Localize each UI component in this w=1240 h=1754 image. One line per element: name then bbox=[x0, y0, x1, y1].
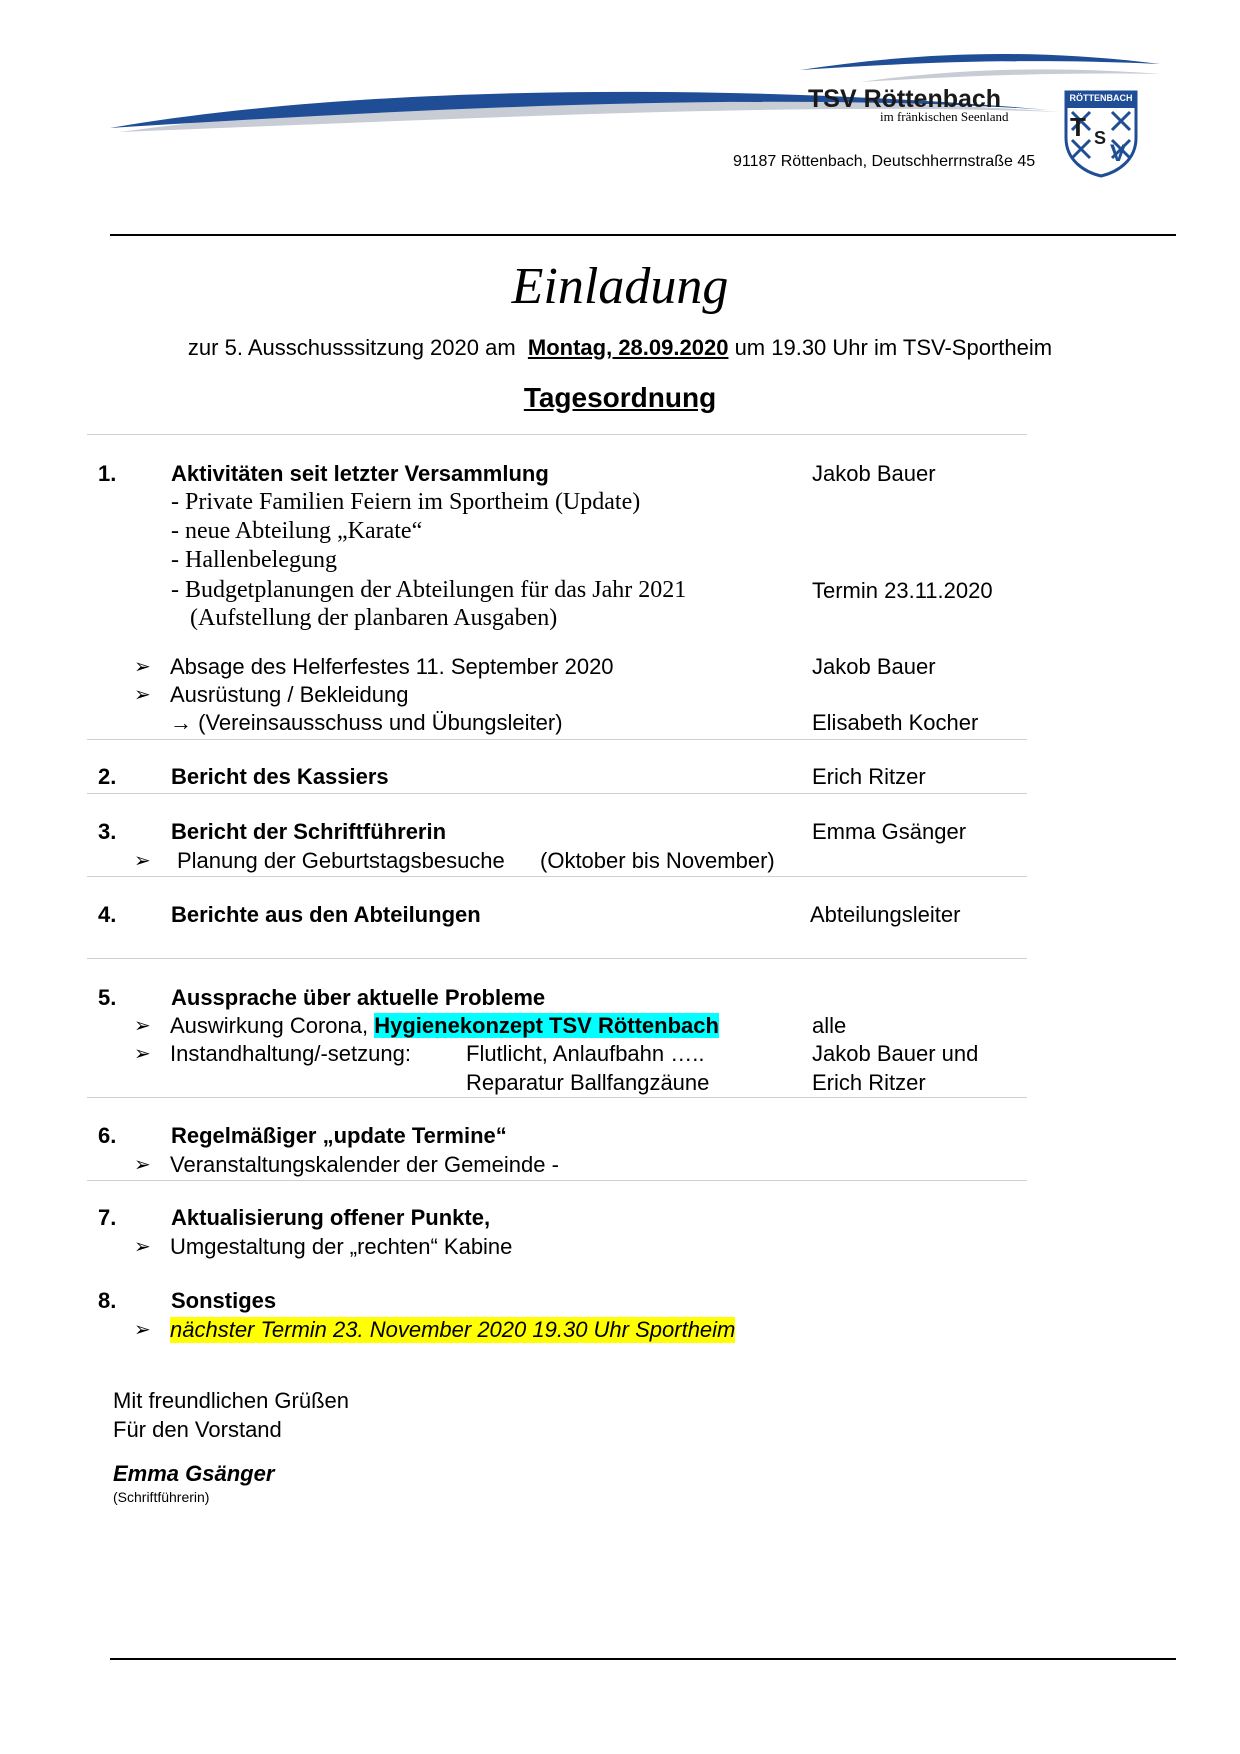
club-address: 91187 Röttenbach, Deutschherrnstraße 45 bbox=[733, 153, 1036, 170]
item-person: Emma Gsänger bbox=[812, 819, 967, 844]
agenda-heading: Tagesordnung bbox=[523, 382, 717, 413]
item-title: Bericht der Schriftführerin bbox=[171, 819, 447, 844]
arrow-bullet-icon: ➢ bbox=[134, 850, 151, 872]
item-person: Abteilungsleiter bbox=[810, 902, 961, 927]
sub-item: - Hallenbelegung bbox=[171, 547, 337, 573]
crest-letter-t: T bbox=[1070, 112, 1086, 142]
item-title: Bericht des Kassiers bbox=[171, 764, 389, 789]
bullet-text: Absage des Helferfestes 11. September 2020 bbox=[170, 654, 614, 679]
bullet-prefix: Auswirkung Corona, bbox=[170, 1013, 369, 1038]
crest-letter-v: V bbox=[1110, 140, 1127, 167]
arrow-bullet-icon: ➢ bbox=[134, 1043, 151, 1065]
bullet-text: Ausrüstung / Bekleidung bbox=[170, 682, 409, 707]
club-name: TSV Röttenbach bbox=[808, 85, 1002, 113]
bullet-person: Elisabeth Kocher bbox=[812, 710, 979, 735]
separator bbox=[87, 793, 1027, 794]
sub-item: - Budgetplanungen der Abteilungen für das Jahr 2021 bbox=[171, 577, 687, 603]
signature-name: Emma Gsänger bbox=[113, 1461, 275, 1486]
bullet-text: Veranstaltungskalender der Gemeinde - bbox=[170, 1152, 559, 1177]
intro-date: Montag, 28.09.2020 bbox=[527, 335, 729, 360]
closing-for: Für den Vorstand bbox=[113, 1417, 282, 1442]
item-number: 4. bbox=[98, 902, 117, 927]
bullet-col2: Reparatur Ballfangzäune bbox=[466, 1070, 710, 1095]
item-number: 2. bbox=[98, 764, 117, 789]
highlight-cyan-text: Hygienekonzept TSV Röttenbach bbox=[374, 1013, 719, 1038]
item-number: 5. bbox=[98, 985, 117, 1010]
bullet-person: Jakob Bauer bbox=[812, 654, 936, 679]
bullet-person: Jakob Bauer und bbox=[812, 1041, 979, 1066]
bullet-text bbox=[170, 1013, 719, 1039]
club-crest-icon bbox=[1064, 90, 1138, 178]
footer-rule bbox=[110, 1658, 1176, 1660]
header-rule bbox=[110, 234, 1176, 236]
separator bbox=[87, 1097, 1027, 1098]
item-title: Berichte aus den Abteilungen bbox=[171, 902, 481, 927]
separator bbox=[87, 739, 1027, 740]
item-termin: Termin 23.11.2020 bbox=[812, 578, 993, 603]
intro-line bbox=[0, 335, 1240, 361]
bullet-text: Planung der Geburtstagsbesuche bbox=[177, 848, 505, 873]
item-title: Aktualisierung offener Punkte, bbox=[171, 1205, 491, 1230]
crest-letter-s: S bbox=[1094, 128, 1107, 148]
item-person: Jakob Bauer bbox=[812, 461, 936, 486]
sub-item-continuation: (Aufstellung der planbaren Ausgaben) bbox=[190, 605, 558, 631]
highlight-yellow-text: nächster Termin 23. November 2020 19.30 Uhr Sportheim bbox=[170, 1317, 736, 1342]
item-number: 1. bbox=[98, 461, 117, 486]
bullet-person: Erich Ritzer bbox=[812, 1070, 926, 1095]
bullet-text: Instandhaltung/-setzung: bbox=[170, 1041, 411, 1066]
arrow-bullet-icon: ➢ bbox=[134, 1154, 151, 1176]
separator bbox=[87, 958, 1027, 959]
separator bbox=[87, 434, 1027, 435]
sub-item: - neue Abteilung „Karate“ bbox=[171, 518, 423, 544]
arrow-bullet-icon: ➢ bbox=[134, 1319, 151, 1341]
item-number: 7. bbox=[98, 1205, 117, 1230]
club-subtitle: im fränkischen Seenland bbox=[880, 109, 1009, 124]
bullet-subtext: → (Vereinsausschuss und Übungsleiter) bbox=[170, 710, 563, 735]
page-title: Einladung bbox=[511, 258, 729, 315]
item-person: Erich Ritzer bbox=[812, 764, 926, 789]
intro-prefix: zur 5. Ausschusssitzung 2020 am bbox=[187, 335, 516, 360]
arrow-bullet-icon: ➢ bbox=[134, 1015, 151, 1037]
bullet-person: alle bbox=[812, 1013, 847, 1038]
sub-item: - Private Familien Feiern im Sportheim (Update) bbox=[171, 489, 641, 515]
item-number: 6. bbox=[98, 1123, 117, 1148]
item-title: Regelmäßiger „update Termine“ bbox=[171, 1123, 507, 1148]
bullet-text: Umgestaltung der „rechten“ Kabine bbox=[170, 1234, 513, 1259]
closing-greeting: Mit freundlichen Grüßen bbox=[113, 1388, 349, 1413]
crest-top-text: RÖTTENBACH bbox=[1069, 93, 1133, 103]
signature-role: (Schriftführerin) bbox=[113, 1489, 210, 1505]
arrow-bullet-icon: ➢ bbox=[134, 1236, 151, 1258]
separator bbox=[87, 876, 1027, 877]
bullet-extra: (Oktober bis November) bbox=[540, 848, 775, 873]
item-number: 8. bbox=[98, 1288, 117, 1313]
item-title: Sonstiges bbox=[171, 1288, 277, 1313]
bullet-col1: Flutlicht, Anlaufbahn ….. bbox=[466, 1041, 705, 1066]
item-title: Aussprache über aktuelle Probleme bbox=[171, 985, 546, 1010]
intro-suffix: um 19.30 Uhr im TSV-Sportheim bbox=[734, 335, 1053, 360]
arrow-bullet-icon: ➢ bbox=[134, 684, 151, 706]
item-title: Aktivitäten seit letzter Versammlung bbox=[171, 461, 549, 486]
separator bbox=[87, 1180, 1027, 1181]
arrow-bullet-icon: ➢ bbox=[134, 656, 151, 678]
item-number: 3. bbox=[98, 819, 117, 844]
